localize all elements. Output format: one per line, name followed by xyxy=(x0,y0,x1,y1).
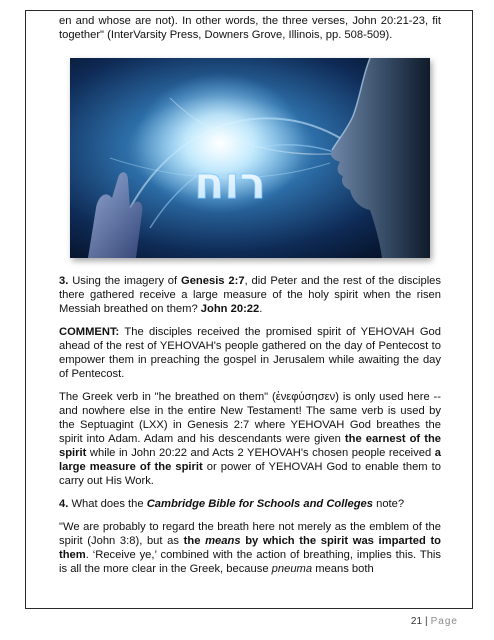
question-3-text-1: Using the imagery of xyxy=(68,275,181,287)
question-3-text-2: , did Peter and the rest of the disciples there gathered receive a large measure of the holy spirit when the risen Messiah breathed on them? xyxy=(59,275,441,315)
greek-bold-earnest: the earnest of the spirit xyxy=(59,433,442,459)
quote-text-2: . ‘Receive ye,’ combined with the action of breathing, implies this. This is all the more clear in the Greek, because xyxy=(59,549,441,575)
comment-label: COMMENT: xyxy=(59,326,120,338)
question-3-ref-genesis: Genesis 2:7 xyxy=(181,275,245,287)
greek-bold-measure: a large measure of the spirit xyxy=(59,447,441,473)
spirit-breath-image xyxy=(70,58,430,258)
page-number: 21 xyxy=(410,616,423,627)
quote-italic-pneuma: pneuma xyxy=(271,563,313,575)
greek-text-1: The Greek verb in "he breathed on them" (ἐνεφύσησεν) is only used here -- and nowhere else in the entire New Testament! The same verb is used by the Septuagint (LXX) in Genesis 2:7 where YEHOVAH God breathes the spirit into Adam. Adam and his descendants were given xyxy=(59,391,441,445)
footer-separator: | xyxy=(425,616,428,627)
quote-text-1: "We are probably to regard the breath here not merely as the emblem of the spirit (John 3:8), but as xyxy=(59,521,441,547)
quote-bold-the: the xyxy=(183,535,206,547)
intro-paragraph: en and whose are not). In other words, the three verses, John 20:21-23, fit together" (InterVarsity Press, Downers Grove, Illinois, pp. 508-509). xyxy=(59,15,441,41)
question-4-text-1: What does the xyxy=(68,498,147,510)
question-4-source-title: Cambridge Bible for Schools and Colleges xyxy=(146,498,373,510)
quote-bold-means: means xyxy=(205,535,241,547)
quote-bold-imparted: by which the spirit was imparted to them xyxy=(59,535,442,561)
question-3-paragraph xyxy=(59,274,441,316)
page-label: Page xyxy=(430,616,458,627)
greek-verb-paragraph xyxy=(59,390,441,488)
question-3-number: 3. xyxy=(59,275,69,287)
question-4-number: 4. xyxy=(59,498,69,510)
comment-text: The disciples received the promised spirit of YEHOVAH God ahead of the rest of YEHOVAH's people gathered on the day of Pentecost to empower them in preaching the gospel in Jerusalem while awaiting the day of Pentecost. xyxy=(59,326,441,380)
hebrew-ruach-text: רוח xyxy=(194,158,266,209)
page-content xyxy=(59,14,441,576)
question-4-text-2: note? xyxy=(372,498,405,510)
cambridge-quote-paragraph xyxy=(59,520,441,576)
quote-text-3: means both xyxy=(312,563,374,575)
greek-text-2: while in John 20:22 and Acts 2 YEHOVAH's chosen people received xyxy=(86,447,435,459)
question-4-paragraph xyxy=(59,497,441,511)
comment-paragraph xyxy=(59,325,441,381)
greek-text-3: or power of YEHOVAH God to enable them to carry out His Work. xyxy=(59,461,441,487)
page-footer xyxy=(411,616,458,627)
question-3-text-3: . xyxy=(259,303,263,315)
question-3-ref-john: John 20:22 xyxy=(200,303,260,315)
spirit-breath-illustration xyxy=(70,58,430,258)
